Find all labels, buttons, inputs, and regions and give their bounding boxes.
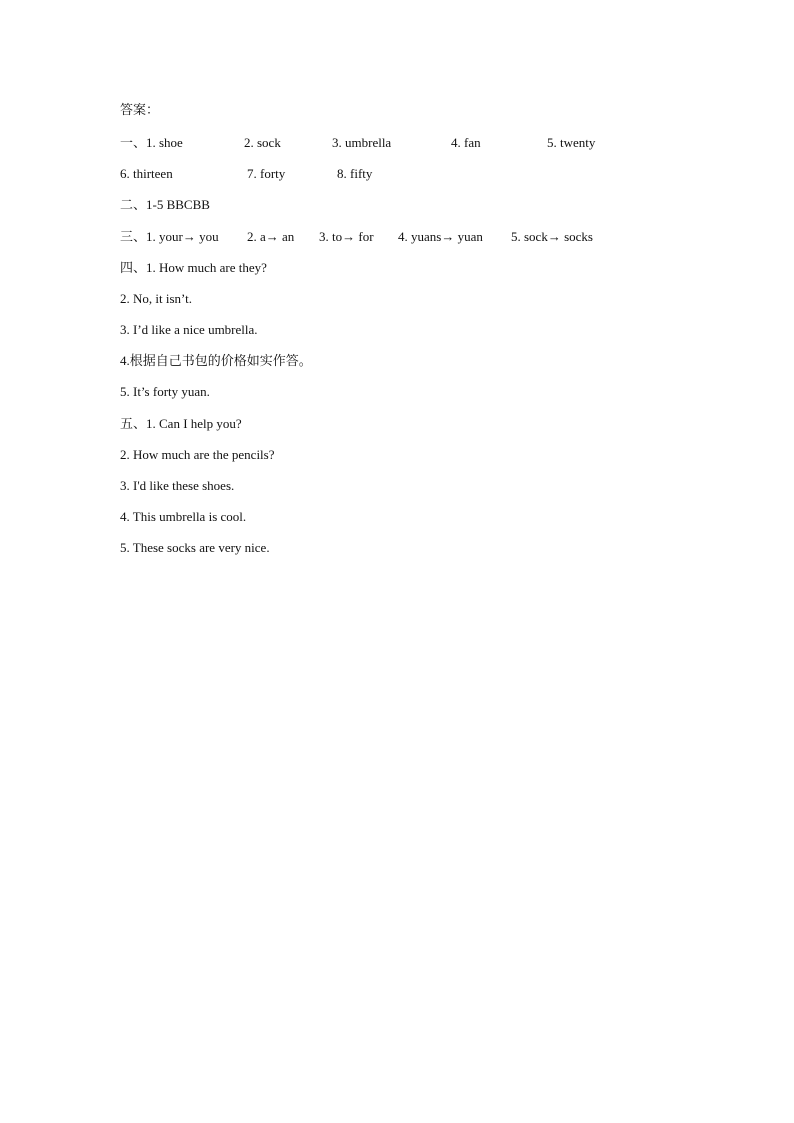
- section-5-item-2: 2. How much are the pencils?: [120, 447, 275, 462]
- section-5-item-3: 3. I'd like these shoes.: [120, 478, 235, 493]
- section-3-item-5: 5. sock→ socks: [511, 229, 593, 244]
- section-5-item-5: 5. These socks are very nice.: [120, 540, 270, 555]
- section-4-item-3: 3. I’d like a nice umbrella.: [120, 322, 258, 337]
- section-1-item-2: 2. sock: [244, 135, 281, 150]
- section-4-item-2: 2. No, it isn’t.: [120, 291, 192, 306]
- section-1-item-8: 8. fifty: [337, 166, 373, 181]
- section-5-item-4: 4. This umbrella is cool.: [120, 509, 247, 524]
- section-1-item-1: 一、1. shoe: [120, 135, 183, 150]
- section-3-item-4: 4. yuans→ yuan: [398, 229, 483, 244]
- section-1-item-5: 5. twenty: [547, 135, 596, 150]
- section-4-item-1: 四、1. How much are they?: [120, 260, 267, 275]
- section-2-answer: 二、1-5 BBCBB: [120, 197, 210, 212]
- section-5-item-1: 五、1. Can I help you?: [120, 416, 242, 431]
- section-4-item-5: 5. It’s forty yuan.: [120, 384, 210, 399]
- section-1-item-3: 3. umbrella: [332, 135, 392, 150]
- answer-heading: 答案：: [120, 103, 160, 118]
- section-3-item-3: 3. to→ for: [319, 229, 374, 244]
- section-1-item-7: 7. forty: [247, 166, 286, 181]
- section-3-item-1: 三、1. your→ you: [120, 229, 219, 244]
- section-1-item-6: 6. thirteen: [120, 166, 173, 181]
- section-4-item-4: 4.根据自己书包的价格如实作答。: [120, 353, 312, 368]
- section-1-item-4: 4. fan: [451, 135, 481, 150]
- section-3-item-2: 2. a→ an: [247, 229, 295, 244]
